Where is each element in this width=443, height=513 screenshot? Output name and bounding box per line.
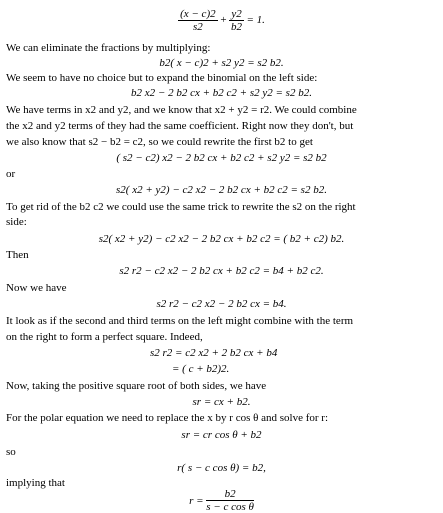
fraction-polar	[206, 488, 254, 513]
equation-line: s2 r2 = c2 x2 + 2 b2 cx + b4	[150, 347, 278, 359]
fraction-denominator: s − c cos θ	[206, 501, 254, 513]
text-line: We have terms in x2 and y2, and we know that x2 + y2 = r2. We could combine	[6, 104, 357, 116]
text-line: Now, taking the positive square root of both sides, we have	[6, 380, 267, 392]
text-line: We can eliminate the fractions by multiplying:	[6, 42, 211, 54]
equation-line: s2 r2 − c2 x2 − 2 b2 cx + b2 c2 = b4 + b2 c2.	[119, 265, 324, 277]
text-line: For the polar equation we need to replace the x by r cos θ and solve for r:	[6, 412, 329, 424]
equation-polar-final	[0, 488, 443, 513]
text-line: implying that	[6, 477, 65, 489]
equals-one: = 1.	[246, 14, 265, 27]
equation-line: sr = cr cos θ + b2	[181, 429, 262, 441]
text-line: on the right to form a perfect square. Indeed,	[6, 331, 203, 343]
equation-line: s2( x2 + y2) − c2 x2 − 2 b2 cx + b2 c2 = ( b2 + c2) b2.	[98, 233, 345, 245]
text-line: we also know that s2 − b2 = c2, so we could rewrite the first b2 to get	[6, 136, 313, 148]
text-line: or	[6, 168, 16, 180]
fraction-x-term	[178, 8, 218, 33]
text-line: Then	[6, 249, 29, 261]
plus-sign: +	[220, 14, 227, 27]
equation-line: = ( c + b2)2.	[172, 363, 230, 375]
fraction-numerator: (x − c)2	[180, 8, 216, 20]
equation-line: b2( x − c)2 + s2 y2 = s2 b2.	[159, 57, 284, 69]
text-line: the x2 and y2 terms of they had the same coefficient. Right now they don't, but	[6, 120, 354, 132]
fraction-numerator: b2	[206, 488, 254, 501]
equation-lhs: r =	[189, 494, 204, 507]
text-line: To get rid of the b2 c2 we could use the same trick to rewrite the s2 on the right	[6, 201, 356, 213]
equation-line: sr = cx + b2.	[192, 396, 251, 408]
equation-line: s2 r2 − c2 x2 − 2 b2 cx = b4.	[156, 298, 287, 310]
equation-line: r( s − c cos θ) = b2,	[177, 462, 266, 474]
text-line: It look as if the second and third terms on the left might combine with the term	[6, 315, 354, 327]
text-line: so	[6, 446, 16, 458]
equation-line: ( s2 − c2) x2 − 2 b2 cx + b2 c2 + s2 y2 = s2 b2	[116, 152, 327, 164]
fraction-y-term	[229, 8, 243, 33]
fraction-numerator: y2	[231, 8, 242, 20]
fraction-denominator: b2	[231, 21, 243, 33]
text-line: side:	[6, 216, 27, 228]
text-line: We seem to have no choice but to expand the binomial on the left side:	[6, 72, 318, 84]
equation-line: b2 x2 − 2 b2 cx + b2 c2 + s2 y2 = s2 b2.	[131, 87, 312, 99]
text-line: Now we have	[6, 282, 67, 294]
fraction-denominator: s2	[192, 21, 203, 33]
equation-line: s2( x2 + y2) − c2 x2 − 2 b2 cx + b2 c2 = s2 b2.	[116, 184, 327, 196]
equation-ellipse-standard	[0, 8, 443, 33]
